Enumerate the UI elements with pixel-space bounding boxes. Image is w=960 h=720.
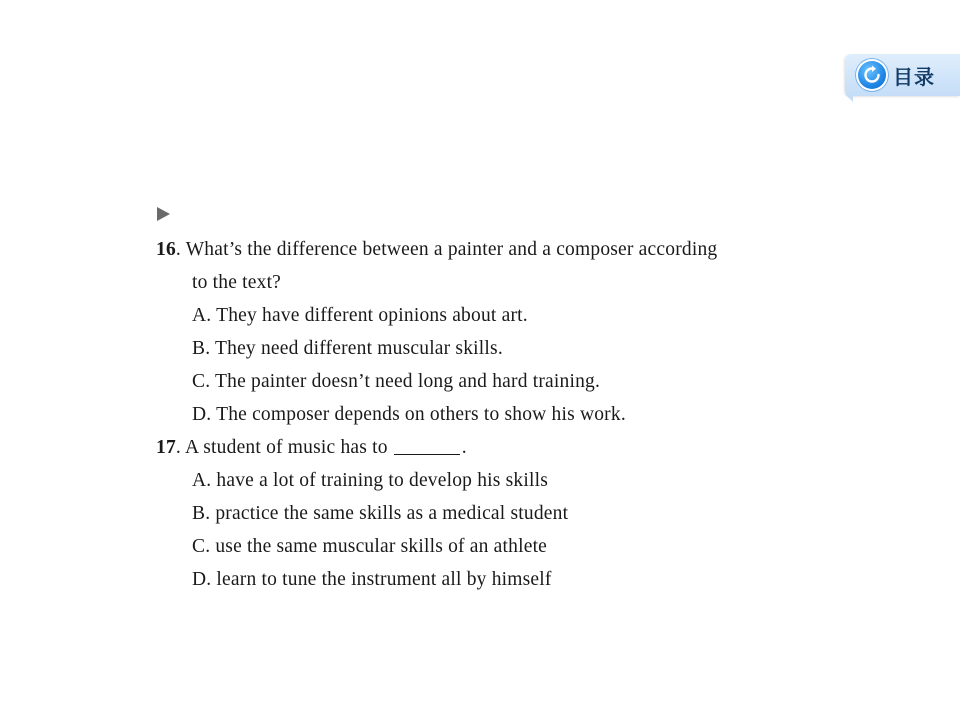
play-marker-icon <box>157 207 170 221</box>
question-17-option-b: B. practice the same skills as a medical student <box>192 503 569 524</box>
question-16-option-c: C. The painter doesn’t need long and hard training. <box>192 371 601 392</box>
question-17-option-d: D. learn to tune the instrument all by himself <box>192 569 552 590</box>
question-text: . What’s the difference between a painter and a composer according <box>175 239 718 260</box>
contents-button[interactable] <box>845 54 960 96</box>
question-number: 16 <box>156 239 176 260</box>
question-17-stem <box>156 431 816 464</box>
question-text: . A student of music has to <box>175 437 388 458</box>
question-number: 17 <box>156 437 176 458</box>
question-16-option-a: A. They have different opinions about art. <box>192 305 528 326</box>
question-list <box>156 233 816 596</box>
contents-label: 目录 <box>893 64 935 89</box>
question-17-option-a: A. have a lot of training to develop his skills <box>192 470 549 491</box>
question-17-option-c: C. use the same muscular skills of an athlete <box>192 536 548 557</box>
answer-blank <box>394 434 460 455</box>
question-text-end: . <box>461 437 467 458</box>
question-16-option-b: B. They need different muscular skills. <box>192 338 503 359</box>
refresh-circle-icon <box>856 59 888 91</box>
question-16-stem <box>156 233 816 266</box>
question-16-option-d: D. The composer depends on others to show his work. <box>192 404 626 425</box>
question-16-stem-continued: to the text? <box>192 272 282 293</box>
